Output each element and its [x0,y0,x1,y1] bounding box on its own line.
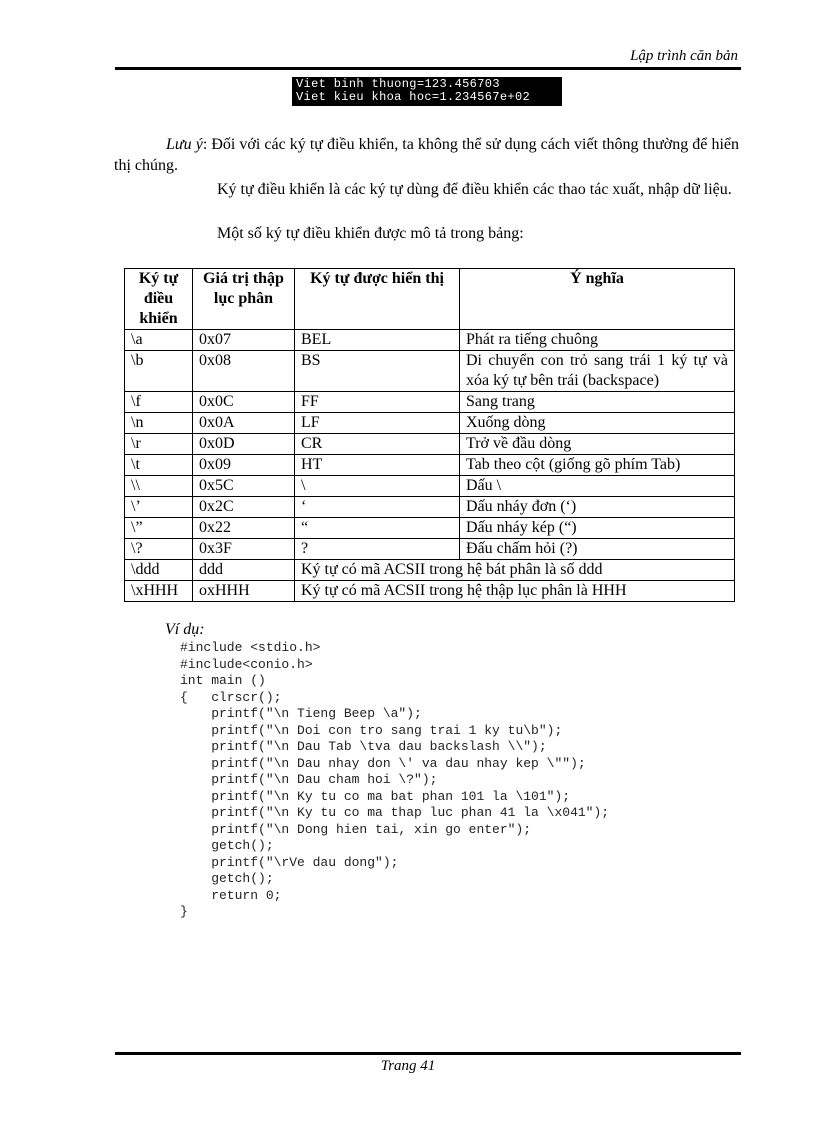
cell-meaning: Xuống dòng [460,413,735,434]
cell-display-char: BEL [295,330,460,351]
paragraph-control-chars: Ký tự điều khiển là các ký tự dùng để điều khiển các thao tác xuất, nhập dữ liệu. [217,181,732,198]
cell-meaning: Tab theo cột (giống gõ phím Tab) [460,455,735,476]
cell-hex-value: 0x3F [193,539,295,560]
table-row [125,581,735,602]
cell-display-char: FF [295,392,460,413]
header-hex-value: Giá trị thập lục phân [193,269,295,330]
table-row [125,434,735,455]
cell-control-char: \xHHH [125,581,193,602]
code-line: printf("\rVe dau dong"); [180,854,399,870]
cell-hex-value: 0x0D [193,434,295,455]
cell-hex-value: oxHHH [193,581,295,602]
control-chars-table [124,268,735,602]
cell-hex-value: ddd [193,560,295,581]
table-row [125,413,735,434]
code-line: printf("\n Doi con tro sang trai 1 ky tu\b"); [180,722,563,738]
code-line: printf("\n Tieng Beep \a"); [180,706,422,721]
console-line: Viet kieu khoa hoc=1.234567e+02 [296,90,531,104]
code-line: { clrscr(); [180,689,282,705]
table-header-row [125,269,735,330]
cell-hex-value: 0x22 [193,518,295,539]
cell-display-char: CR [295,434,460,455]
cell-display-char: BS [295,351,460,392]
code-line: #include <stdio.h> [180,640,321,655]
code-line: printf("\n Dau nhay don \' va dau nhay kep \""); [180,755,586,771]
cell-control-char: \’ [125,497,193,518]
code-line: printf("\n Dau cham hoi \?"); [180,772,438,787]
cell-meaning: Trở về đầu dòng [460,434,735,455]
code-line: printf("\n Ky tu co ma thap luc phan 41 la \x041"); [180,805,610,820]
table-row [125,518,735,539]
code-line: printf("\n Dong hien tai, xin go enter"); [180,821,532,837]
cell-display-char: LF [295,413,460,434]
page-number: Trang 41 [380,1058,436,1074]
cell-hex-value: 0x2C [193,497,295,518]
table-row [125,330,735,351]
note-label: Lưu ý [166,136,203,153]
table-row [125,560,735,581]
table-row [125,539,735,560]
cell-control-char: \r [125,434,193,455]
cell-display-char: “ [295,518,460,539]
table-row [125,497,735,518]
header-rule [115,67,741,70]
paragraph-table-intro: Một số ký tự điều khiển được mô tả trong bảng: [217,225,524,242]
cell-control-char: \f [125,392,193,413]
cell-hex-value: 0x07 [193,330,295,351]
header-title: Lập trình căn bản [630,48,738,64]
cell-meaning: Đấu chấm hỏi (?) [460,539,735,560]
header-control-char: Ký tự điều khiển [125,269,193,330]
table-body [125,330,735,602]
cell-meaning: Phát ra tiếng chuông [460,330,735,351]
table-row [125,351,735,392]
cell-meaning: Ký tự có mã ACSII trong hệ thập lục phân là HHH [295,581,735,602]
cell-display-char: ? [295,539,460,560]
header-display-char: Ký tự được hiển thị [295,269,460,330]
cell-meaning: Dấu \ [460,476,735,497]
footer-rule [115,1052,741,1055]
console-line: Viet binh thuong=123.456703 [296,77,500,91]
code-line: int main () [180,673,266,688]
code-line: } [180,904,188,919]
cell-meaning: Ký tự có mã ACSII trong hệ bát phân là số ddd [295,560,735,581]
console-output-image [292,77,562,106]
cell-control-char: \t [125,455,193,476]
cell-control-char: \” [125,518,193,539]
cell-display-char: HT [295,455,460,476]
cell-control-char: \? [125,539,193,560]
cell-control-char: \\ [125,476,193,497]
cell-hex-value: 0x0C [193,392,295,413]
cell-control-char: \a [125,330,193,351]
code-line: printf("\n Ky tu co ma bat phan 101 la \101"); [180,788,571,804]
code-block [180,640,609,921]
header-meaning: Ý nghĩa [460,269,735,330]
code-line: printf("\n Dau Tab \tva dau backslash \\"); [180,739,547,754]
table-row [125,392,735,413]
cell-hex-value: 0x0A [193,413,295,434]
code-line: return 0; [180,887,282,903]
code-line: getch(); [180,871,274,886]
cell-hex-value: 0x5C [193,476,295,497]
code-line: #include<conio.h> [180,656,313,672]
cell-meaning: Sang trang [460,392,735,413]
table-row [125,476,735,497]
cell-control-char: \n [125,413,193,434]
cell-hex-value: 0x09 [193,455,295,476]
cell-control-char: \ddd [125,560,193,581]
table-row [125,455,735,476]
cell-meaning: Dấu nháy kép (“) [460,518,735,539]
code-line: getch(); [180,838,274,853]
example-label: Ví dụ: [165,621,205,638]
cell-meaning: Dấu nháy đơn (‘) [460,497,735,518]
cell-meaning: Di chuyển con trỏ sang trái 1 ký tự và xóa ký tự bên trái (backspace) [460,351,735,392]
cell-hex-value: 0x08 [193,351,295,392]
cell-display-char: ‘ [295,497,460,518]
note-text: : Đối với các ký tự điều khiển, ta không thể sử dụng cách viết thông thường để hiển thị chúng. [114,136,740,174]
cell-control-char: \b [125,351,193,392]
note-paragraph [114,134,739,176]
cell-display-char: \ [295,476,460,497]
